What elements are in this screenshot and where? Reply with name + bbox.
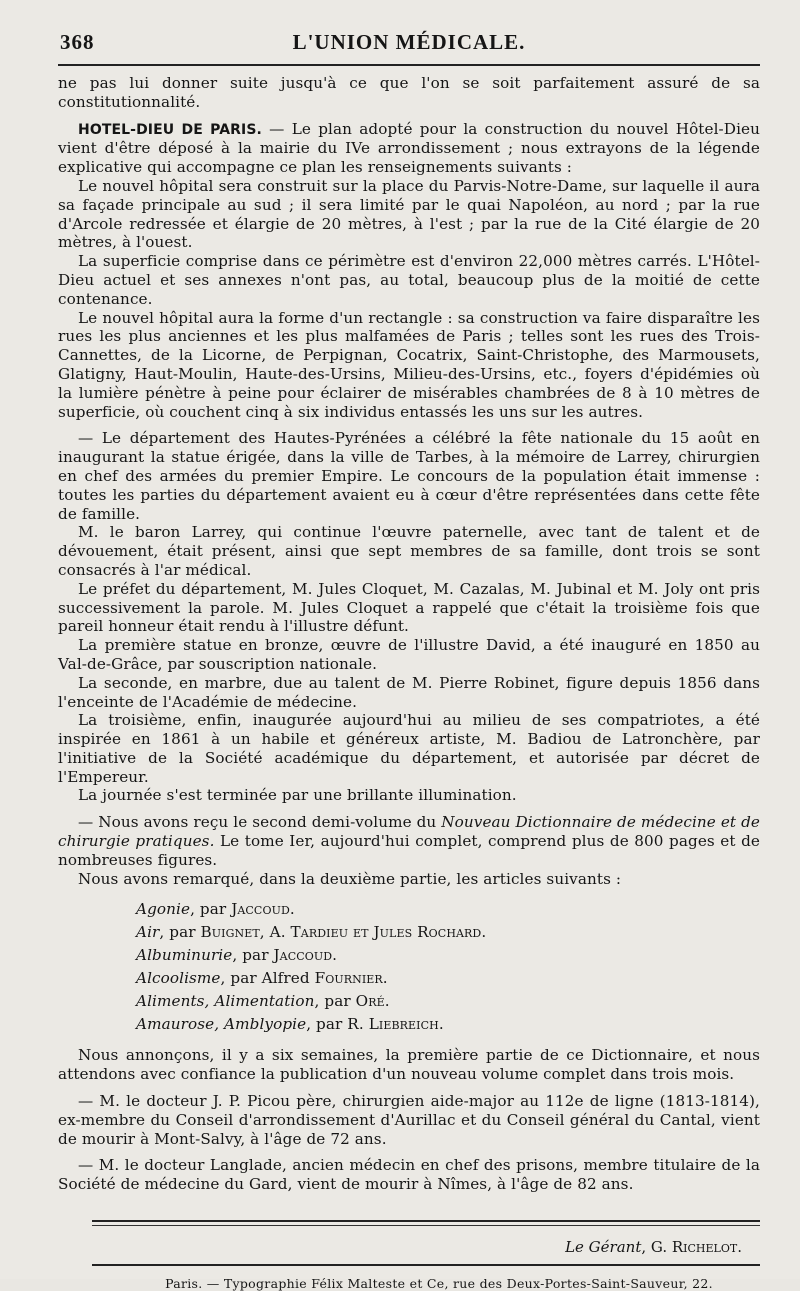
paragraph: — Le département des Hautes-Pyrénées a célébré la fête nationale du 15 août en inaugurant la statue érigée, dans la ville de Tarbes, à la mémoire de Larrey, chirurgien en chef des armées du premier Empire. Le concours de la population était immense : toutes les parties du département avaient eu à cœur d'être représentées dans cette fête de famille. <box>58 429 760 523</box>
gerant-signature <box>58 1238 742 1256</box>
paragraph: — M. le docteur J. P. Picou père, chirurgien aide-major au 112e de ligne (1813-1814), ex-membre du Conseil d'arrondissement d'Aurillac et du Conseil général du Cantal, vient de mourir à Mont-Salvy, à l'âge de 72 ans. <box>58 1092 760 1148</box>
article-by: , par R. <box>306 1015 369 1034</box>
article-author: Fournier. <box>314 969 388 988</box>
gerant-label: Le Gérant <box>565 1238 642 1257</box>
list-item <box>136 921 760 944</box>
printer-imprint: Paris. — Typographie Félix Malteste et Ce, rue des Deux-Portes-Saint-Sauveur, 22. <box>165 1276 713 1291</box>
paragraph-text: Le tome Ier, aujourd'hui complet, comprend plus de 800 pages et de nombreuses figures. <box>58 832 760 869</box>
paragraph: Nous annonçons, il y a six semaines, la première partie de ce Dictionnaire, et nous attendons avec confiance la publication d'un nouveau volume complet dans trois mois. <box>58 1046 760 1084</box>
article-list <box>136 898 760 1036</box>
paragraph-dictionary <box>58 813 760 869</box>
header-rule <box>58 64 760 66</box>
paragraph: Nous avons remarqué, dans la deuxième partie, les articles suivants : <box>78 869 622 888</box>
paragraph: La première statue en bronze, œuvre de l'illustre David, a été inauguré en 1850 au Val-de-Grâce, par souscription nationale. <box>58 636 760 673</box>
paragraph: La superficie comprise dans ce périmètre est d'environ 22,000 mètres carrés. L'Hôtel-Dieu actuel et ses annexes n'ont pas, au total, beaucoup plus de la moitié de cette contenance. <box>58 252 760 308</box>
article-author: Buignet, A. Tardieu et Jules Rochard. <box>200 923 487 942</box>
list-item <box>136 967 760 990</box>
article-title: Alcoolisme <box>136 969 221 988</box>
paragraph: Le préfet du département, M. Jules Cloquet, M. Cazalas, M. Jubinal et M. Joly ont pris successivement la parole. M. Jules Cloquet a rappelé que c'était la troisième fois que pareil honneur était rendu à l'illustre défunt. <box>58 579 760 636</box>
page-number: 368 <box>60 30 95 54</box>
article-title: Amaurose, Amblyopie <box>136 1015 307 1034</box>
article-title: Albuminurie <box>136 946 233 965</box>
footer-rule <box>92 1220 760 1222</box>
section-heading: HOTEL-DIEU DE PARIS. <box>78 121 262 138</box>
journal-title: L'UNION MÉDICALE. <box>292 30 526 54</box>
article-author: Jaccoud. <box>273 946 338 965</box>
article-author: Liebreich. <box>368 1015 444 1034</box>
paragraph: La troisième, enfin, inaugurée aujourd'hui au milieu de ses compatriotes, a été inspirée en 1861 à un habile et généreux artiste, M. Badiou de Latronchère, par l'initiative de la Société académique du département, et autorisée par décret de l'Empereur. <box>58 711 760 786</box>
list-item <box>136 1013 760 1036</box>
footer-rule-thin <box>92 1225 760 1226</box>
list-item <box>136 944 760 967</box>
paragraph-text: — Nous avons reçu le second demi-volume du <box>78 813 442 832</box>
paragraph: ne pas lui donner suite jusqu'à ce que l'on se soit parfaitement assuré de sa constitutionnalité. <box>58 74 760 111</box>
article-title: Agonie <box>136 900 191 919</box>
article-by: , par <box>314 992 356 1011</box>
list-item <box>136 898 760 921</box>
body-text <box>58 74 760 1194</box>
list-item <box>136 990 760 1013</box>
page-header <box>58 28 760 58</box>
paragraph-hotel-dieu <box>58 120 760 177</box>
article-by: , par <box>232 946 274 965</box>
article-author: Oré. <box>355 992 390 1011</box>
paragraph: M. le baron Larrey, qui continue l'œuvre paternelle, avec tant de talent et de dévouement, était présent, ainsi que sept membres de sa famille, dont trois se sont consacrés à l'ar médical. <box>58 523 760 579</box>
article-by: , par Alfred <box>220 969 315 988</box>
paragraph: La journée s'est terminée par une brillante illumination. <box>78 786 517 805</box>
paragraph: Le nouvel hôpital sera construit sur la place du Parvis-Notre-Dame, sur laquelle il aura sa façade principale au sud ; il sera limité par le quai Napoléon, au nord ; par la rue d'Arcole redressée et élargie de 20 mètres, à l'est ; par la rue de la Cité élargie de 20 mètres, à l'ouest. <box>58 176 760 252</box>
article-by: , par <box>159 923 201 942</box>
paragraph: Le nouvel hôpital aura la forme d'un rectangle : sa construction va faire disparaître les rues les plus anciennes et les plus malfamées de Paris ; telles sont les rues des Trois-Cannettes, de la Licorne, de Perpignan, Cocatrix, Saint-Christophe, des Marmousets, Glatigny, Haut-Moulin, Haute-des-Ursins, Milieu-des-Ursins, etc., foyers d'épidémies où la lumière pénètre à peine pour éclairer de misérables chambrées de 8 à 10 mètres de superficie, où couchent cinq à six individus entassés les uns sur les autres. <box>58 308 760 421</box>
article-title: Air <box>136 923 160 942</box>
article-by: , par <box>190 900 232 919</box>
article-title: Aliments, Alimentation <box>136 992 315 1011</box>
book-title: Nouveau Dictionnaire de médecine et de chirurgie pratiques. <box>58 813 760 851</box>
paragraph: La seconde, en marbre, due au talent de M. Pierre Robinet, figure depuis 1856 dans l'enceinte de l'Académie de médecine. <box>58 673 760 711</box>
paragraph: — M. le docteur Langlade, ancien médecin en chef des prisons, membre titulaire de la Société de médecine du Gard, vient de mourir à Nîmes, à l'âge de 82 ans. <box>58 1156 760 1194</box>
article-author: Jaccoud. <box>231 900 295 919</box>
gerant-name: , G. Richelot. <box>641 1238 742 1257</box>
paragraph-text: — Le plan adopté pour la construction du nouvel Hôtel-Dieu vient d'être déposé à la mairie du IVe arrondissement ; nous extrayons de la légende explicative qui accompagne ce plan les renseignements suivants : <box>58 119 760 177</box>
imprint-rule <box>92 1264 760 1266</box>
